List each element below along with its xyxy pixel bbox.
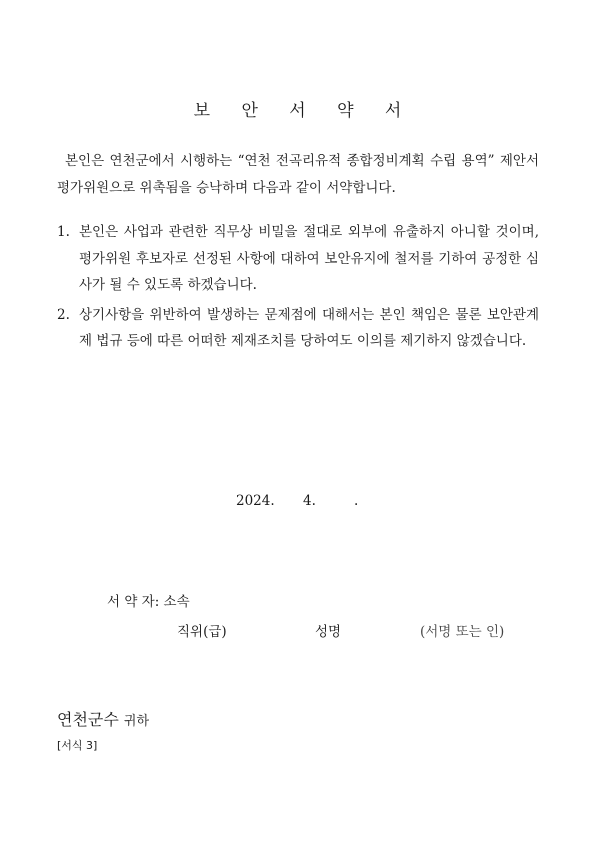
list-item bbox=[57, 302, 539, 355]
list-item-text: 상기사항을 위반하여 발생하는 문제점에 대해서는 본인 책임은 물론 보안관계 제 법규 등에 따른 어떠한 제재조치를 당하여도 이의를 제기하지 않겠습니다. bbox=[79, 306, 539, 349]
signer-label: 서 약 자: 소속 bbox=[107, 594, 190, 610]
position-label: 직위(급) bbox=[177, 624, 227, 640]
list-item-number: 2. bbox=[57, 306, 70, 323]
recipient-honorific: 귀하 bbox=[123, 714, 150, 729]
pledge-list bbox=[57, 219, 539, 358]
signature-hint: (서명 또는 인) bbox=[420, 624, 505, 640]
recipient bbox=[57, 707, 149, 730]
list-item-text: 본인은 사업과 관련한 직무상 비밀을 절대로 외부에 유출하지 아니할 것이며, 평가위원 후보자로 선정된 사항에 대하여 보안유지에 철저를 기하여 공정한 심사가 될 수 있도록 하겠습니다. bbox=[79, 224, 539, 293]
form-code: [서식 3] bbox=[57, 739, 98, 752]
recipient-name: 연천군수 bbox=[57, 710, 119, 729]
list-item-number: 1. bbox=[57, 224, 70, 240]
date-day: . bbox=[354, 493, 359, 509]
name-label: 성명 bbox=[315, 624, 342, 640]
intro-text: 본인은 연천군에서 시행하는 “연천 전곡리유적 종합정비계획 수립 용역” 제안서 평가위원으로 위촉됨을 승낙하며 다음과 같이 서약합니다. bbox=[57, 153, 539, 196]
document-title: 보 안 서 약 서 bbox=[193, 101, 415, 121]
list-item bbox=[57, 219, 539, 299]
date-year: 2024. bbox=[236, 493, 275, 509]
intro-paragraph bbox=[57, 148, 539, 202]
date-month: 4. bbox=[303, 493, 316, 509]
